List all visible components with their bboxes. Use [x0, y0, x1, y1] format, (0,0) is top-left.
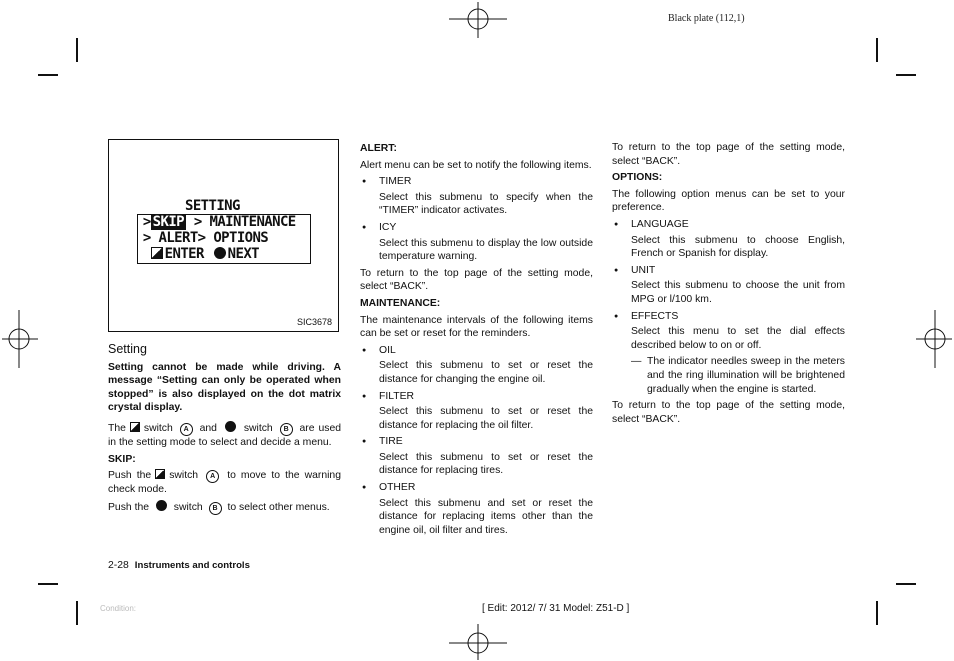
round-switch-icon — [214, 247, 226, 259]
lcd-enter-label: ENTER — [164, 246, 204, 262]
maintenance-heading: MAINTENANCE: — [360, 297, 441, 309]
left-column — [108, 333, 341, 518]
intro-text-1: The — [108, 422, 126, 434]
tire-item: ● TIRE — [360, 435, 593, 449]
skip2-text-c: to select other menus. — [227, 501, 330, 513]
condition-label: Condition: — [100, 604, 137, 613]
crop-mark — [76, 38, 78, 62]
crop-mark — [876, 38, 878, 62]
skip1-text-c: to move to the warning check mode. — [108, 470, 341, 496]
lcd-row-alert: > ALERT> OPTIONS — [135, 230, 269, 246]
back-text-2: To return to the top page of the setting mode, select “BACK”. — [612, 400, 845, 425]
icy-desc: Select this submenu to display the low outside temperature warning. — [379, 237, 593, 263]
square-switch-icon — [151, 247, 163, 259]
figure-caption: SIC3678 — [296, 317, 332, 327]
tire-desc: Select this submenu to set or reset the distance for replacing tires. — [379, 451, 593, 477]
crop-mark — [38, 74, 58, 76]
warning-text: Setting cannot be made while driving. A message “Setting can only be operated when stopped” is also displayed on the dot matrix crystal display. — [108, 361, 341, 414]
section-name: Instruments and controls — [134, 560, 250, 571]
timer-desc: Select this submenu to specify when the “TIMER” indicator activates. — [379, 191, 593, 217]
alert-heading: ALERT: — [360, 143, 397, 154]
skip2-text-b: switch — [173, 501, 203, 513]
skip2-text-a: Push the — [108, 501, 150, 513]
registration-mark-icon — [2, 310, 38, 368]
b-badge-icon: B — [209, 502, 222, 515]
crop-mark — [876, 601, 878, 625]
oil-desc: Select this submenu to set or reset the distance for changing the engine oil. — [379, 360, 593, 385]
filter-item: ● FILTER — [360, 390, 593, 404]
lcd-alert-item: ALERT — [158, 230, 198, 246]
lcd-title: SETTING — [185, 198, 240, 214]
other-item: ● OTHER — [360, 481, 593, 495]
square-switch-icon — [155, 469, 165, 479]
unit-desc: Select this submenu to choose the unit from MPG or l/100 km. — [631, 280, 845, 305]
lcd-skip-item: SKIP — [152, 214, 184, 230]
plate-label: Black plate (112,1) — [668, 13, 745, 24]
alert-back-text: To return to the top page of the setting mode, select “BACK”. — [360, 267, 593, 293]
skip1-text-a: Push the — [108, 470, 152, 482]
skip-paragraph-2 — [108, 500, 341, 515]
intro-text-5: are used in the setting mode to select and decide a menu. — [108, 422, 341, 448]
timer-item: ● TIMER — [360, 175, 593, 189]
unit-item: ● UNIT — [612, 264, 845, 278]
lcd-next-label: NEXT — [227, 246, 259, 262]
b-badge-icon: B — [280, 423, 293, 436]
oil-item: ● OIL — [360, 344, 593, 358]
intro-text-2: switch — [143, 422, 173, 434]
intro-text-4: switch — [243, 422, 273, 434]
round-switch-icon — [225, 421, 236, 432]
lcd-options-item: OPTIONS — [213, 230, 269, 246]
lcd-row-skip: > SKIP > MAINTENANCE — [135, 214, 296, 230]
effects-desc: Select this menu to set the dial effects described below to on or off. — [631, 326, 845, 351]
lcd-maintenance-item: MAINTENANCE — [209, 214, 296, 230]
options-intro: The following option menus can be set to your preference. — [612, 188, 845, 214]
alert-intro: Alert menu can be set to notify the following items. — [360, 159, 592, 171]
other-desc: Select this submenu and set or reset the distance for replacing items other than the engine oil, oil filter and tires. — [379, 497, 593, 536]
crop-mark — [76, 601, 78, 625]
crop-mark — [896, 583, 916, 585]
intro-text-3: and — [199, 422, 217, 434]
edit-info: [ Edit: 2012/ 7/ 31 Model: Z51-D ] — [482, 603, 630, 614]
language-desc: Select this submenu to choose English, French or Spanish for display. — [631, 234, 845, 260]
right-column — [612, 141, 845, 429]
registration-mark-icon — [449, 2, 507, 38]
setting-display-figure — [108, 139, 339, 332]
page-footer — [108, 560, 250, 571]
skip1-text-b: switch — [169, 470, 199, 482]
intro-paragraph — [108, 421, 341, 450]
back-text-1: To return to the top page of the setting mode, select “BACK”. — [612, 142, 845, 167]
skip-paragraph-1 — [108, 469, 341, 497]
section-heading: Setting — [108, 342, 147, 356]
registration-mark-icon — [916, 310, 952, 368]
language-item: ● LANGUAGE — [612, 218, 845, 232]
crop-mark — [38, 583, 58, 585]
options-heading: OPTIONS: — [612, 172, 663, 184]
maintenance-intro: The maintenance intervals of the following items can be set or reset for the reminders. — [360, 314, 593, 340]
square-switch-icon — [130, 422, 140, 432]
middle-column — [360, 140, 593, 540]
filter-desc: Select this submenu to set or reset the distance for replacing the oil filter. — [379, 406, 593, 431]
a-badge-icon: A — [206, 470, 219, 483]
skip-heading: SKIP: — [108, 453, 136, 465]
page-number: 2-28 — [108, 560, 129, 571]
effects-note: — The indicator needles sweep in the meters and the ring illumination will be brightened gradually when the engine is started. — [612, 355, 845, 396]
lcd-row-controls — [135, 246, 259, 262]
lcd-screen — [135, 198, 303, 264]
icy-item: ● ICY — [360, 221, 593, 235]
registration-mark-icon — [449, 624, 507, 660]
a-badge-icon: A — [180, 423, 193, 436]
crop-mark — [896, 74, 916, 76]
round-switch-icon — [156, 500, 167, 511]
effects-item: ● EFFECTS — [612, 310, 845, 324]
